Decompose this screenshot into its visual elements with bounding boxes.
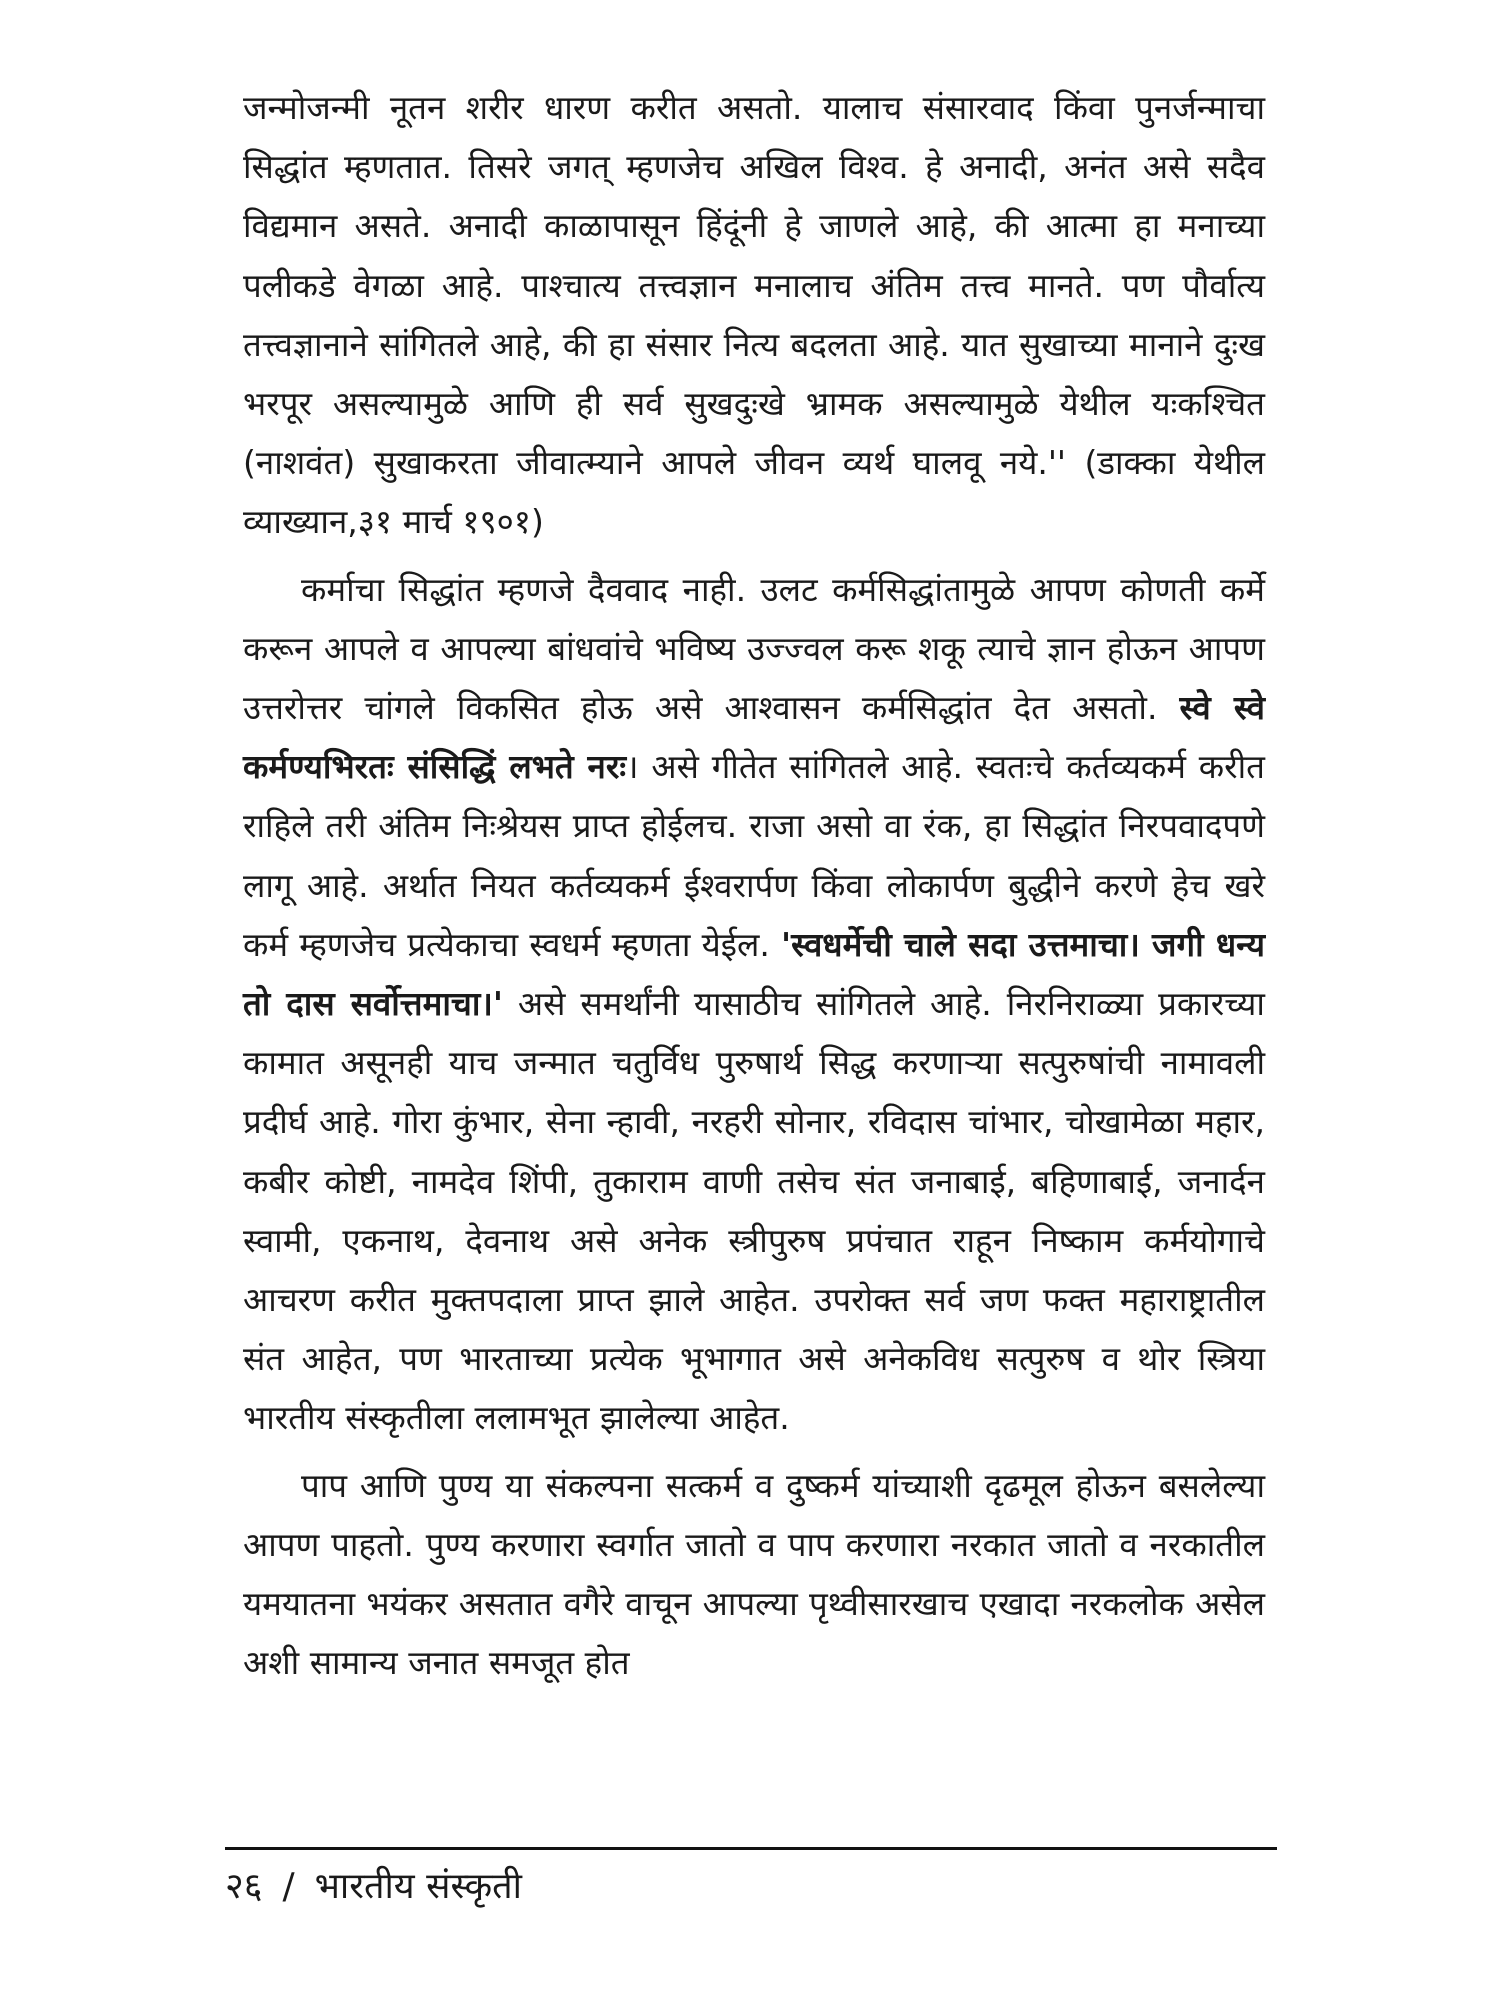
page-number: २६ <box>225 1866 263 1907</box>
page-footer <box>225 1862 522 1912</box>
gita-quote: स्वे स्वे कर्मण्यभिरतः संसिद्धिं लभते नरः <box>243 688 1266 787</box>
paragraph-2-text-a: कर्माचा सिद्धांत म्हणजे दैववाद नाही. उलट कर्मसिद्धांतामुळे आपण कोणती कर्मे करून आपले व आपल्या बांधवांचे भविष्य उज्ज्वल करू शकू त्याचे ज्ञान होऊन आपण उत्तरोत्तर चांगले विकसित होऊ असे आश्वासन कर्मसिद्धांत देत असतो. <box>243 569 1265 728</box>
book-title: भारतीय संस्कृती <box>314 1866 522 1907</box>
footer-rule <box>225 1847 1277 1850</box>
paragraph-3-text: पाप आणि पुण्य या संकल्पना सत्कर्म व दुष्कर्म यांच्याशी दृढमूल होऊन बसलेल्या आपण पाहतो. पुण्य करणारा स्वर्गात जातो व पाप करणारा नरकात जातो व नरकातील यमयातना भयंकर असतात वगैरे वाचून आपल्या पृथ्वीसारखाच एखादा नरकलोक असेल अशी सामान्य जनात समजूत होत <box>243 1465 1265 1683</box>
paragraph-1 <box>243 78 1265 552</box>
paragraph-3 <box>243 1456 1265 1693</box>
paragraph-2-text-c: असे समर्थांनी यासाठीच सांगितले आहे. निरनिराळ्या प्रकारच्या कामात असूनही याच जन्मात चतुर्विध पुरुषार्थ सिद्ध करणाऱ्या सत्पुरुषांची नामावली प्रदीर्घ आहे. गोरा कुंभार, सेना न्हावी, नरहरी सोनार, रविदास चांभार, चोखामेळा महार, कबीर कोष्टी, नामदेव शिंपी, तुकाराम वाणी तसेच संत जनाबाई, बहिणाबाई, जनार्दन स्वामी, एकनाथ, देवनाथ असे अनेक स्त्रीपुरुष प्रपंचात राहून निष्काम कर्मयोगाचे आचरण करीत मुक्तपदाला प्राप्त झाले आहेत. उपरोक्त सर्व जण फक्त महाराष्ट्रातील संत आहेत, पण भारताच्या प्रत्येक भूभागात असे अनेकविध सत्पुरुष व थोर स्त्रिया भारतीय संस्कृतीला ललामभूत झालेल्या आहेत. <box>243 984 1265 1438</box>
paragraph-2 <box>243 560 1265 1448</box>
body-text <box>243 78 1265 1692</box>
footer-separator: / <box>282 1866 295 1907</box>
samarth-quote: 'स्वधर्मेची चाले सदा उत्तमाचा। जगी धन्य तो दास सर्वोत्तमाचा।' <box>243 924 1265 1024</box>
paragraph-2-text-b: । असे गीतेत सांगितले आहे. स्वतःचे कर्तव्यकर्म करीत राहिले तरी अंतिम निःश्रेयस प्राप्त होईलच. राजा असो वा रंक, हा सिद्धांत निरपवादपणे लागू आहे. अर्थात नियत कर्तव्यकर्म ईश्वरार्पण किंवा लोकार्पण बुद्धीने करणे हेच खरे कर्म म्हणजेच प्रत्येकाचा स्वधर्म म्हणता येईल. <box>243 747 1265 964</box>
paragraph-1-text: जन्मोजन्मी नूतन शरीर धारण करीत असतो. यालाच संसारवाद किंवा पुनर्जन्माचा सिद्धांत म्हणतात. तिसरे जगत् म्हणजेच अखिल विश्व. हे अनादी, अनंत असे सदैव विद्यमान असते. अनादी काळापासून हिंदूंनी हे जाणले आहे, की आत्मा हा मनाच्या पलीकडे वेगळा आहे. पाश्चात्य तत्त्वज्ञान मनालाच अंतिम तत्त्व मानते. पण पौर्वात्य तत्त्वज्ञानाने सांगितले आहे, की हा संसार नित्य बदलता आहे. यात सुखाच्या मानाने दुःख भरपूर असल्यामुळे आणि ही सर्व सुखदुःखे भ्रामक असल्यामुळे येथील यःकश्चित (नाशवंत) सुखाकरता जीवात्म्याने आपले जीवन व्यर्थ घालवू नये.'' (डाक्का येथील व्याख्यान,३१ मार्च १९०१) <box>243 88 1265 542</box>
